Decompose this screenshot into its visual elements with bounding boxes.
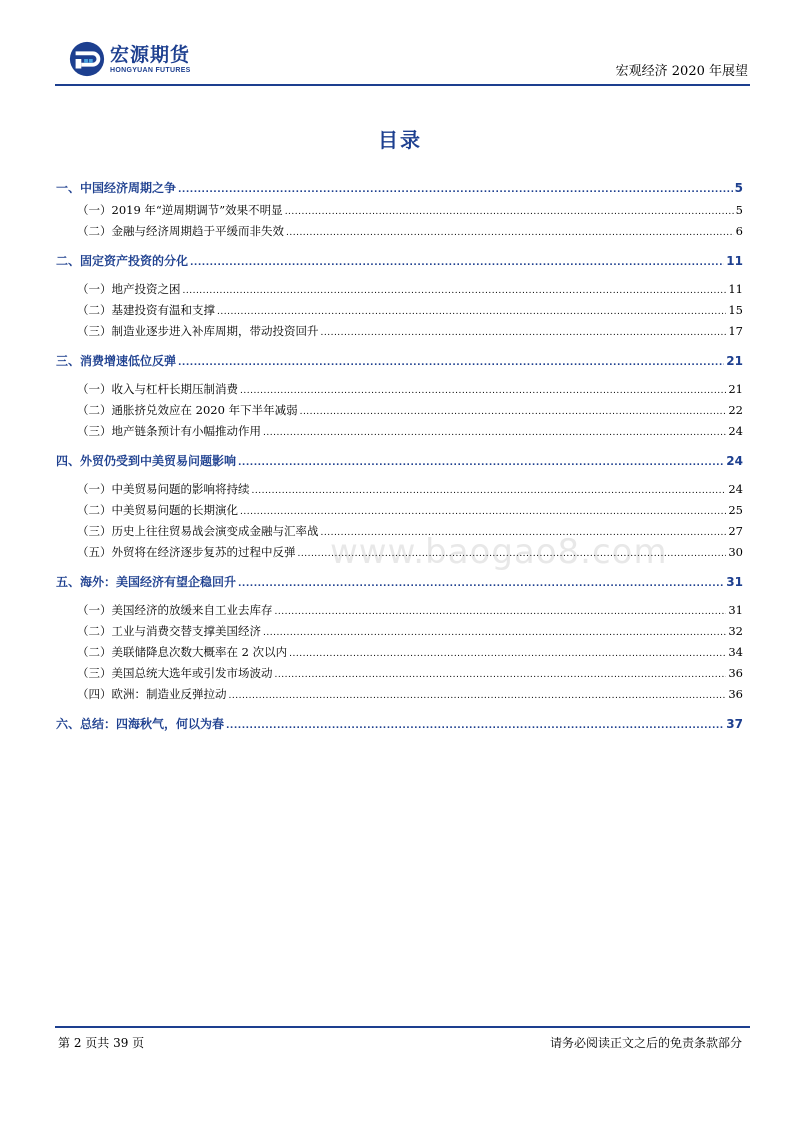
disclaimer-note: 请务必阅读正文之后的免责条款部分 — [549, 1036, 742, 1050]
toc-entry-page: 30 — [728, 545, 743, 559]
toc-entry-page: 21 — [726, 354, 743, 368]
toc-entry-page: 24 — [728, 482, 743, 496]
toc-entry-page: 36 — [728, 687, 743, 701]
toc-entry-page: 11 — [726, 254, 743, 268]
toc-dot-leader — [190, 258, 724, 268]
toc-dot-leader — [263, 628, 726, 638]
toc-dot-leader — [321, 328, 727, 338]
toc-subsection-entry[interactable] — [77, 281, 743, 297]
toc-section-entry[interactable] — [56, 715, 743, 732]
page-number: 第 2 页共 39 页 — [58, 1036, 145, 1050]
header-divider — [55, 84, 750, 86]
toc-subsection-entry[interactable] — [77, 202, 743, 218]
toc-subsection-entry[interactable] — [77, 323, 743, 339]
toc-entry-label: （一）中美贸易问题的影响将持续 — [77, 482, 250, 496]
toc-dot-leader — [289, 649, 726, 659]
toc-subsection-entry[interactable] — [77, 623, 743, 639]
toc-dot-leader — [240, 507, 726, 517]
toc-entry-label: （一）地产投资之困 — [77, 282, 181, 296]
toc-subsection-entry[interactable] — [77, 602, 743, 618]
toc-entry-label: （三）美国总统大选年或引发市场波动 — [77, 666, 273, 680]
toc-dot-leader — [229, 691, 727, 701]
toc-dot-leader — [217, 307, 726, 317]
toc-entry-label: 四、外贸仍受到中美贸易问题影响 — [56, 454, 237, 468]
toc-entry-page: 21 — [728, 382, 743, 396]
toc-section-entry[interactable] — [56, 252, 743, 269]
toc-dot-leader — [285, 207, 734, 217]
watermark: www.baogao8.com — [330, 532, 668, 572]
logo-english-name: HONGYUAN FUTURES — [110, 66, 191, 74]
toc-entry-page: 32 — [728, 624, 743, 638]
toc-subsection-entry[interactable] — [77, 481, 743, 497]
toc-entry-label: （三）制造业逐步进入补库周期，带动投资回升 — [77, 324, 319, 338]
toc-entry-label: 一、中国经济周期之争 — [56, 181, 177, 195]
toc-entry-label: （二）美联储降息次数大概率在 2 次以内 — [77, 645, 288, 659]
toc-entry-label: （一）2019 年“逆周期调节”效果不明显 — [77, 203, 283, 217]
toc-entry-label: （五）外贸将在经济逐步复苏的过程中反弹 — [77, 545, 296, 559]
toc-entry-page: 17 — [728, 324, 743, 338]
toc-section-entry[interactable] — [56, 452, 743, 469]
toc-dot-leader — [263, 428, 726, 438]
toc-title: 目录 — [378, 128, 422, 152]
toc-subsection-entry[interactable] — [77, 686, 743, 702]
toc-entry-label: （三）地产链条预计有小幅推动作用 — [77, 424, 261, 438]
toc-entry-label: 三、消费增速低位反弹 — [56, 354, 177, 368]
report-title: 宏观经济 2020 年展望 — [615, 64, 748, 79]
toc-dot-leader — [300, 407, 727, 417]
toc-entry-label: （四）欧洲：制造业反弹拉动 — [77, 687, 227, 701]
page-header — [60, 36, 750, 86]
toc-section-entry[interactable] — [56, 573, 743, 590]
toc-entry-page: 25 — [728, 503, 743, 517]
toc-entry-label: （一）美国经济的放缓来自工业去库存 — [77, 603, 273, 617]
toc-entry-page: 34 — [728, 645, 743, 659]
toc-entry-label: 六、总结：四海秋气，何以为春 — [56, 717, 225, 731]
toc-entry-label: 二、固定资产投资的分化 — [56, 254, 189, 268]
toc-entry-label: （二）通胀挤兑效应在 2020 年下半年减弱 — [77, 403, 298, 417]
toc-entry-page: 27 — [728, 524, 743, 538]
toc-entry-label: （二）工业与消费交替支撑美国经济 — [77, 624, 261, 638]
company-logo — [68, 40, 191, 78]
footer-divider — [55, 1026, 750, 1028]
toc-entry-label: （二）中美贸易问题的长期演化 — [77, 503, 238, 517]
toc-entry-page: 24 — [728, 424, 743, 438]
toc-dot-leader — [238, 458, 724, 468]
toc-dot-leader — [183, 286, 727, 296]
toc-subsection-entry[interactable] — [77, 665, 743, 681]
toc-dot-leader — [252, 486, 727, 496]
toc-entry-label: 五、海外：美国经济有望企稳回升 — [56, 575, 237, 589]
toc-subsection-entry[interactable] — [77, 502, 743, 518]
toc-entry-page: 6 — [735, 224, 743, 238]
toc-entry-label: （一）收入与杠杆长期压制消费 — [77, 382, 238, 396]
toc-entry-page: 31 — [728, 603, 743, 617]
toc-dot-leader — [226, 721, 724, 731]
toc-entry-label: （二）金融与经济周期趋于平缓而非失效 — [77, 224, 284, 238]
toc-entry-page: 11 — [728, 282, 743, 296]
toc-dot-leader — [240, 386, 726, 396]
toc-entry-page: 31 — [726, 575, 743, 589]
toc-entry-label: （二）基建投资有温和支撑 — [77, 303, 215, 317]
toc-entry-page: 36 — [728, 666, 743, 680]
toc-subsection-entry[interactable] — [77, 302, 743, 318]
toc-entry-page: 5 — [735, 203, 743, 217]
toc-subsection-entry[interactable] — [77, 423, 743, 439]
toc-dot-leader — [178, 185, 733, 195]
toc-dot-leader — [286, 228, 734, 238]
toc-entry-page: 37 — [726, 717, 743, 731]
toc-section-entry[interactable] — [56, 179, 743, 196]
toc-subsection-entry[interactable] — [77, 223, 743, 239]
toc-dot-leader — [238, 579, 724, 589]
logo-chinese-name: 宏源期货 — [110, 43, 191, 66]
toc-section-entry[interactable] — [56, 352, 743, 369]
toc-entry-page: 22 — [728, 403, 743, 417]
toc-subsection-entry[interactable] — [77, 644, 743, 660]
toc-entry-page: 5 — [734, 181, 743, 195]
toc-subsection-entry[interactable] — [77, 381, 743, 397]
toc-subsection-entry[interactable] — [77, 402, 743, 418]
toc-entry-page: 24 — [726, 454, 743, 468]
toc-dot-leader — [178, 358, 724, 368]
hongyuan-logo-icon — [68, 40, 106, 78]
toc-dot-leader — [275, 607, 727, 617]
toc-entry-label: （三）历史上往往贸易战会演变成金融与汇率战 — [77, 524, 319, 538]
toc-dot-leader — [275, 670, 727, 680]
toc-entry-page: 15 — [728, 303, 743, 317]
